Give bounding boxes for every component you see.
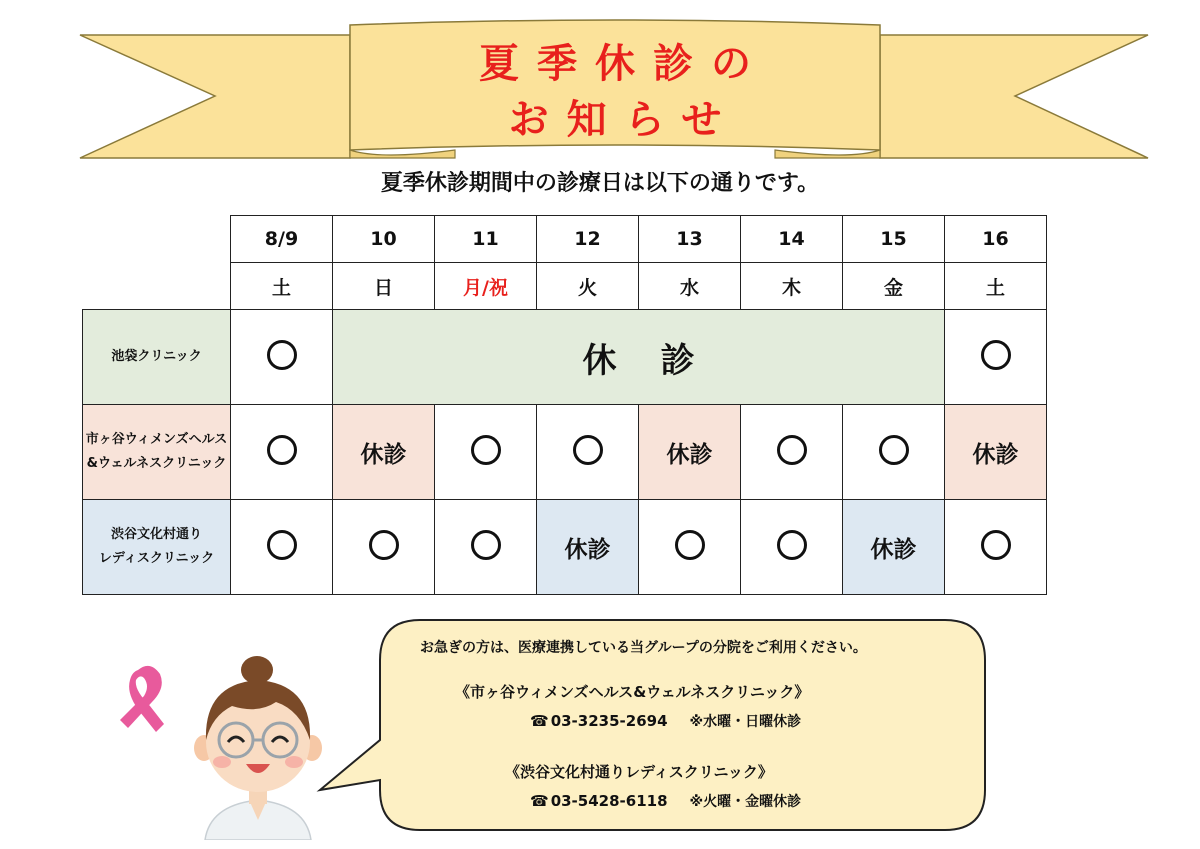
open-circle-icon xyxy=(981,340,1011,370)
open-circle-icon xyxy=(573,435,603,465)
date-cell: 13 xyxy=(639,216,741,263)
open-circle-icon xyxy=(471,435,501,465)
clinic-row-shibuya xyxy=(83,500,1047,595)
weekday-cell: 土 xyxy=(231,263,333,310)
open-circle-icon xyxy=(267,530,297,560)
weekday-cell: 土 xyxy=(945,263,1047,310)
weekday-cell: 水 xyxy=(639,263,741,310)
clinic-name-line1: 市ヶ谷ウィメンズヘルス xyxy=(85,432,228,447)
open-circle-icon xyxy=(879,435,909,465)
clinic2-tel-line xyxy=(530,791,801,811)
clinic-name-cell xyxy=(83,310,231,405)
weekday-cell-holiday: 月/祝 xyxy=(435,263,537,310)
phone-icon: ☎ xyxy=(530,792,549,810)
clinic1-name: 《市ヶ谷ウィメンズヘルス&ウェルネスクリニック》 xyxy=(455,683,810,701)
clinic-name-line2: レディスクリニック xyxy=(98,551,215,566)
weekday-cell: 木 xyxy=(741,263,843,310)
closed-cell: 休診 xyxy=(333,405,435,500)
corner-cell xyxy=(83,216,231,310)
clinic2-name: 《渋谷文化村通りレディスクリニック》 xyxy=(505,763,773,781)
open-circle-icon xyxy=(777,530,807,560)
open-circle-icon xyxy=(777,435,807,465)
open-cell xyxy=(639,500,741,595)
closed-cell: 休診 xyxy=(537,500,639,595)
open-cell xyxy=(435,500,537,595)
open-cell xyxy=(333,500,435,595)
open-circle-icon xyxy=(267,435,297,465)
open-cell xyxy=(231,405,333,500)
phone-icon: ☎ xyxy=(530,712,549,730)
weekday-cell: 日 xyxy=(333,263,435,310)
date-cell: 10 xyxy=(333,216,435,263)
weekday-cell: 火 xyxy=(537,263,639,310)
pink-ribbon-icon xyxy=(120,666,164,732)
date-cell: 12 xyxy=(537,216,639,263)
open-cell xyxy=(231,310,333,405)
open-circle-icon xyxy=(981,530,1011,560)
clinic-row-ikebukuro xyxy=(83,310,1047,405)
open-cell xyxy=(843,405,945,500)
notice-lead: お急ぎの方は、医療連携している当グループの分院をご利用ください。 xyxy=(420,640,867,656)
doctor-illustration xyxy=(100,640,330,840)
title-line-1: 夏季休診の xyxy=(479,41,769,87)
closed-cell: 休診 xyxy=(843,500,945,595)
closed-cell: 休診 xyxy=(945,405,1047,500)
open-circle-icon xyxy=(471,530,501,560)
open-cell xyxy=(741,405,843,500)
weekday-cell: 金 xyxy=(843,263,945,310)
clinic2-note: ※火曜・金曜休診 xyxy=(689,794,802,810)
open-circle-icon xyxy=(369,530,399,560)
clinic-name-line2: &ウェルネスクリニック xyxy=(86,456,227,471)
open-cell xyxy=(435,405,537,500)
clinic2-tel[interactable]: 03-5428-6118 xyxy=(550,792,668,810)
title-line-2: お知らせ xyxy=(508,97,740,143)
open-cell xyxy=(741,500,843,595)
schedule-table xyxy=(82,215,1047,595)
closed-span-cell: 休診 xyxy=(333,310,945,405)
clinic-name-cell xyxy=(83,405,231,500)
open-circle-icon xyxy=(267,340,297,370)
clinic-name-line1: 渋谷文化村通り xyxy=(110,527,202,542)
date-cell: 11 xyxy=(435,216,537,263)
closed-cell: 休診 xyxy=(639,405,741,500)
clinic1-note: ※水曜・日曜休診 xyxy=(689,714,802,730)
open-cell xyxy=(945,310,1047,405)
open-circle-icon xyxy=(675,530,705,560)
date-cell: 8/9 xyxy=(231,216,333,263)
date-row xyxy=(83,216,1047,263)
clinic-name-cell xyxy=(83,500,231,595)
subtitle: 夏季休診期間中の診療日は以下の通りです。 xyxy=(380,171,820,196)
clinic-row-ichigaya xyxy=(83,405,1047,500)
open-cell xyxy=(945,500,1047,595)
date-cell: 16 xyxy=(945,216,1047,263)
clinic-name: 池袋クリニック xyxy=(111,349,202,364)
date-cell: 14 xyxy=(741,216,843,263)
open-cell xyxy=(231,500,333,595)
clinic1-tel[interactable]: 03-3235-2694 xyxy=(550,712,668,730)
date-cell: 15 xyxy=(843,216,945,263)
open-cell xyxy=(537,405,639,500)
clinic1-tel-line xyxy=(530,711,801,731)
